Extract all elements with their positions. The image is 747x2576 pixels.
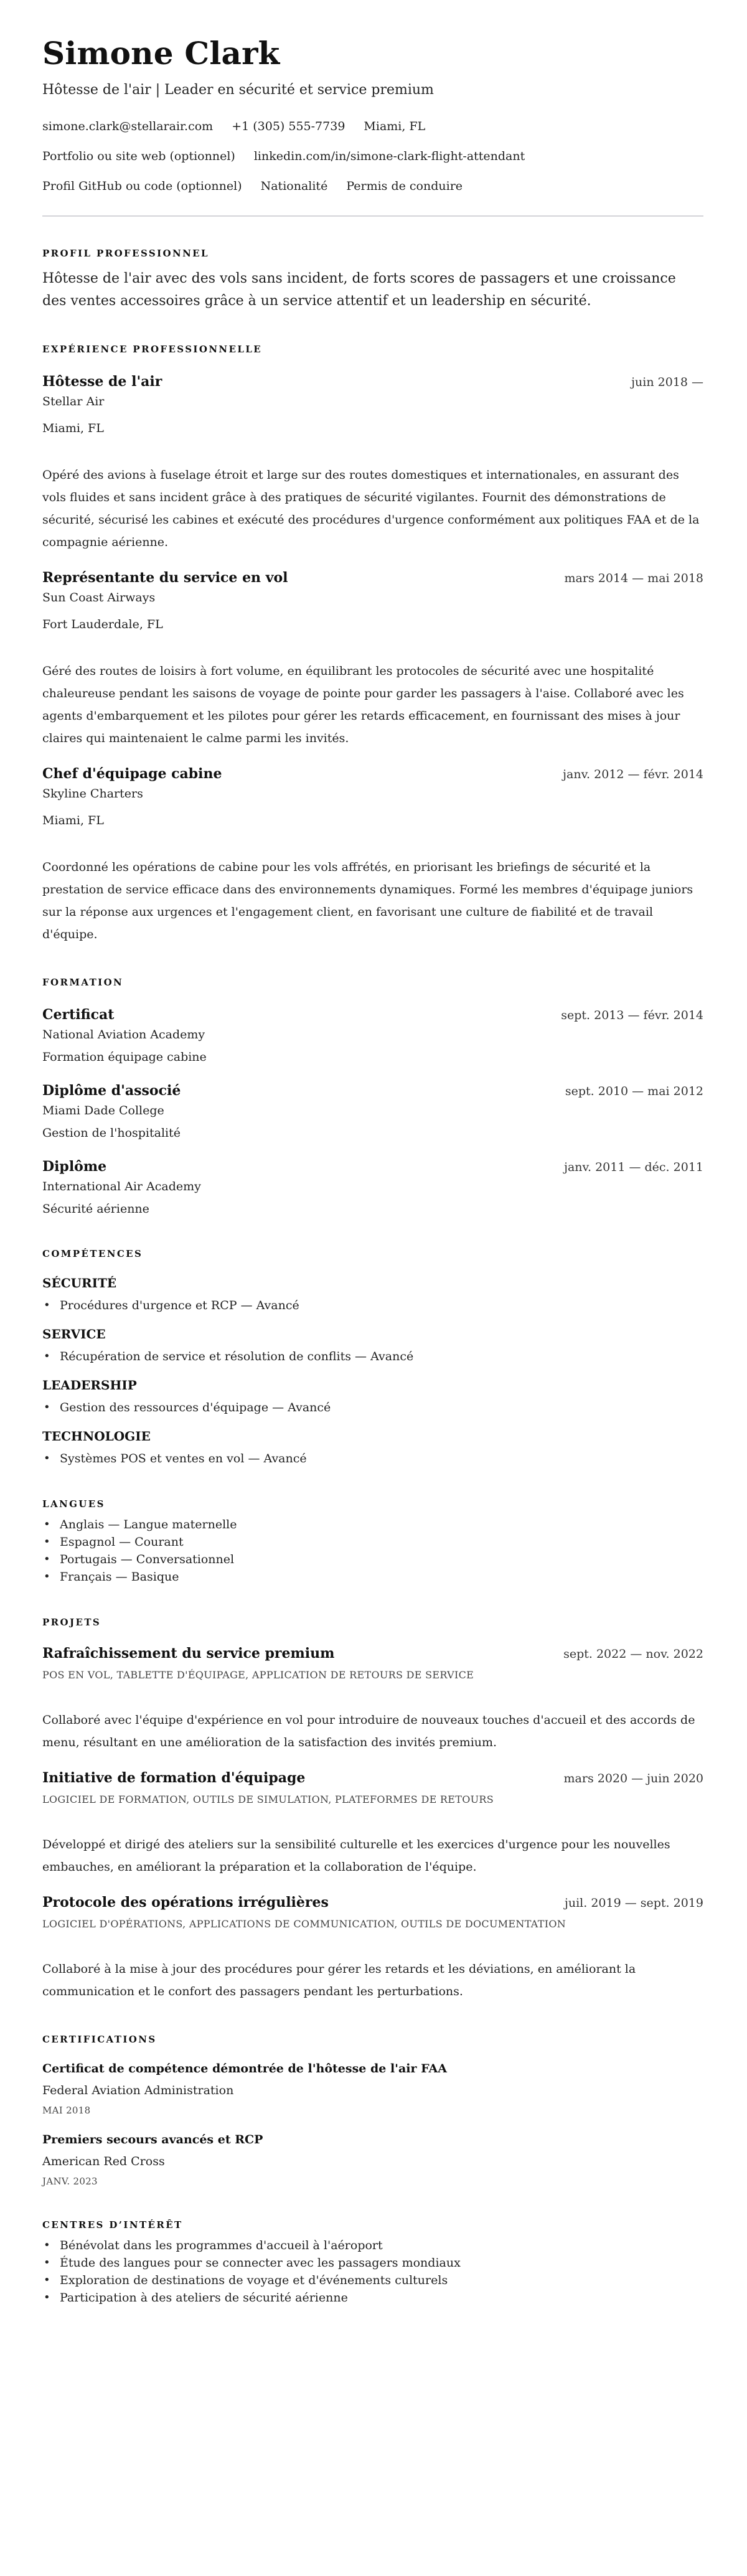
interest-item: • Bénévolat dans les programmes d'accueil à l'aéroport bbox=[42, 2237, 703, 2254]
contact-driving-license: Permis de conduire bbox=[346, 179, 463, 193]
contact-portfolio[interactable]: Portfolio ou site web (optionnel) bbox=[42, 149, 235, 163]
skill-group-title: TECHNOLOGIE bbox=[42, 1429, 151, 1444]
section-languages bbox=[42, 1497, 703, 1586]
job-company: Skyline Charters bbox=[42, 787, 143, 801]
skill-group bbox=[42, 1325, 703, 1365]
contact-row bbox=[42, 148, 703, 164]
job-description: Coordonné les opérations de cabine pour les vols affrétés, en priorisant les briefings de sécurité et la prestation de service efficace dans des environnements dynamiques. Formé les membres d'équipage juniors sur la réponse aux urgences et l'engagement client, en favorisant une culture de fiabilité et de travail d'équipe. bbox=[42, 860, 693, 941]
skill-item: • Systèmes POS et ventes en vol — Avancé bbox=[42, 1450, 703, 1467]
skill-group bbox=[42, 1427, 703, 1467]
skill-item: • Procédures d'urgence et RCP — Avancé bbox=[42, 1297, 703, 1314]
job-dates: janv. 2012 — févr. 2014 bbox=[563, 768, 703, 781]
skill-group bbox=[42, 1274, 703, 1314]
project-item bbox=[42, 1893, 703, 2003]
section-title: PROFIL PROFESSIONNEL bbox=[42, 248, 209, 259]
education-item bbox=[42, 1157, 703, 1217]
certification-item bbox=[42, 2131, 703, 2188]
degree-title: Diplôme d'associé bbox=[42, 1083, 181, 1099]
project-name: Rafraîchissement du service premium bbox=[42, 1645, 335, 1662]
certification-date: JANV. 2023 bbox=[42, 2176, 98, 2187]
section-title: EXPÉRIENCE PROFESSIONNELLE bbox=[42, 344, 263, 355]
project-description: Développé et dirigé des ateliers sur la sensibilité culturelle et les exercices d'urgence pour les nouvelles embauches, en améliorant la préparation et la collaboration de l'équipe. bbox=[42, 1838, 670, 1874]
experience-item bbox=[42, 372, 703, 553]
language-item: • Portugais — Conversationnel bbox=[42, 1551, 703, 1568]
project-dates: juil. 2019 — sept. 2019 bbox=[564, 1896, 703, 1910]
section-title: COMPÉTENCES bbox=[42, 1248, 143, 1259]
field-of-study: Formation équipage cabine bbox=[42, 1050, 207, 1064]
section-certifications bbox=[42, 2033, 703, 2188]
education-item bbox=[42, 1081, 703, 1141]
contact-row bbox=[42, 118, 703, 134]
contact-email[interactable]: simone.clark@stellarair.com bbox=[42, 120, 214, 133]
job-company: Sun Coast Airways bbox=[42, 591, 156, 604]
section-title: CERTIFICATIONS bbox=[42, 2034, 157, 2045]
degree-title: Diplôme bbox=[42, 1159, 107, 1175]
contact-github[interactable]: Profil GitHub ou code (optionnel) bbox=[42, 179, 242, 193]
certification-issuer: American Red Cross bbox=[42, 2155, 165, 2168]
school-name: National Aviation Academy bbox=[42, 1028, 205, 1041]
project-technologies: POS EN VOL, TABLETTE D'ÉQUIPAGE, APPLICATION DE RETOURS DE SERVICE bbox=[42, 1669, 474, 1681]
section-title: LANGUES bbox=[42, 1498, 105, 1510]
project-technologies: LOGICIEL D'OPÉRATIONS, APPLICATIONS DE COMMUNICATION, OUTILS DE DOCUMENTATION bbox=[42, 1918, 566, 1930]
certification-issuer: Federal Aviation Administration bbox=[42, 2084, 234, 2097]
job-title: Représentante du service en vol bbox=[42, 570, 288, 586]
section-profile bbox=[42, 247, 703, 313]
section-title: PROJETS bbox=[42, 1617, 101, 1628]
project-name: Protocole des opérations irrégulières bbox=[42, 1894, 329, 1911]
certification-name: Premiers secours avancés et RCP bbox=[42, 2133, 263, 2146]
language-item: • Anglais — Langue maternelle bbox=[42, 1516, 703, 1533]
project-dates: sept. 2022 — nov. 2022 bbox=[563, 1647, 703, 1661]
interest-item: • Participation à des ateliers de sécurité aérienne bbox=[42, 2289, 703, 2306]
contact-linkedin[interactable]: linkedin.com/in/simone-clark-flight-attendant bbox=[253, 149, 525, 163]
section-skills bbox=[42, 1247, 703, 1467]
field-of-study: Sécurité aérienne bbox=[42, 1202, 149, 1216]
contact-info bbox=[42, 118, 703, 194]
skill-group-title: LEADERSHIP bbox=[42, 1378, 137, 1393]
project-name: Initiative de formation d'équipage bbox=[42, 1770, 306, 1786]
section-title: FORMATION bbox=[42, 977, 124, 988]
skill-group-title: SÉCURITÉ bbox=[42, 1276, 117, 1290]
contact-row bbox=[42, 178, 703, 194]
school-name: Miami Dade College bbox=[42, 1104, 164, 1117]
education-dates: janv. 2011 — déc. 2011 bbox=[564, 1160, 703, 1174]
language-item: • Français — Basique bbox=[42, 1568, 703, 1586]
job-dates: mars 2014 — mai 2018 bbox=[564, 571, 703, 585]
job-company: Stellar Air bbox=[42, 395, 105, 408]
school-name: International Air Academy bbox=[42, 1180, 201, 1193]
job-description: Opéré des avions à fuselage étroit et large sur des routes domestiques et internationales, en assurant des vols fluides et sans incident grâce à des pratiques de sécurité vigilantes. Fournit des démonstrations de sécurité, sécurisé les cabines et exécuté des procédures d'urgence conformément aux politiques FAA et de la compagnie aérienne. bbox=[42, 468, 700, 549]
contact-phone[interactable]: +1 (305) 555-7739 bbox=[232, 120, 345, 133]
language-item: • Espagnol — Courant bbox=[42, 1533, 703, 1551]
section-experience bbox=[42, 342, 703, 946]
project-technologies: LOGICIEL DE FORMATION, OUTILS DE SIMULATION, PLATEFORMES DE RETOURS bbox=[42, 1793, 494, 1805]
contact-nationality: Nationalité bbox=[260, 179, 328, 193]
job-dates: juin 2018 — bbox=[631, 375, 703, 389]
section-interests bbox=[42, 2218, 703, 2306]
experience-item bbox=[42, 568, 703, 750]
certification-name: Certificat de compétence démontrée de l'hôtesse de l'air FAA bbox=[42, 2062, 448, 2075]
education-dates: sept. 2010 — mai 2012 bbox=[565, 1084, 703, 1098]
candidate-headline: Hôtesse de l'air | Leader en sécurité et service premium bbox=[42, 82, 434, 98]
education-dates: sept. 2013 — févr. 2014 bbox=[561, 1008, 703, 1022]
section-projects bbox=[42, 1615, 703, 2003]
skill-group-title: SERVICE bbox=[42, 1327, 106, 1342]
job-title: Chef d'équipage cabine bbox=[42, 766, 222, 782]
project-description: Collaboré à la mise à jour des procédures pour gérer les retards et les déviations, en améliorant la communication et le confort des passagers pendant les perturbations. bbox=[42, 1962, 636, 1998]
resume-header bbox=[42, 35, 703, 217]
job-description: Géré des routes de loisirs à fort volume, en équilibrant les protocoles de sécurité avec une hospitalité chaleureuse pendant les saisons de voyage de pointe pour garder les passagers à l'aise. Collaboré avec les agents d'embarquement et les pilotes pour gérer les retards efficacement, en fournissant des mises à jour claires qui maintenaient le calme parmi les invités. bbox=[42, 664, 684, 745]
project-item bbox=[42, 1644, 703, 1754]
header-divider bbox=[42, 215, 703, 217]
skill-item: • Gestion des ressources d'équipage — Avancé bbox=[42, 1399, 703, 1416]
skill-item: • Récupération de service et résolution de conflits — Avancé bbox=[42, 1348, 703, 1365]
job-location: Miami, FL bbox=[42, 421, 104, 435]
interest-item: • Étude des langues pour se connecter avec les passagers mondiaux bbox=[42, 2254, 703, 2272]
project-description: Collaboré avec l'équipe d'expérience en vol pour introduire de nouveaux touches d'accueil et des accords de menu, résultant en une amélioration de la satisfaction des invités premium. bbox=[42, 1713, 695, 1749]
job-location: Miami, FL bbox=[42, 814, 104, 827]
field-of-study: Gestion de l'hospitalité bbox=[42, 1126, 181, 1140]
education-item bbox=[42, 1005, 703, 1065]
interest-item: • Exploration de destinations de voyage et d'événements culturels bbox=[42, 2272, 703, 2289]
skill-group bbox=[42, 1376, 703, 1416]
job-location: Fort Lauderdale, FL bbox=[42, 618, 163, 631]
candidate-name: Simone Clark bbox=[42, 35, 280, 72]
job-title: Hôtesse de l'air bbox=[42, 374, 162, 390]
project-item bbox=[42, 1769, 703, 1878]
certification-date: MAI 2018 bbox=[42, 2105, 91, 2116]
section-title: CENTRES D’INTÉRÊT bbox=[42, 2219, 183, 2230]
contact-location: Miami, FL bbox=[364, 120, 426, 133]
section-education bbox=[42, 975, 703, 1217]
experience-item bbox=[42, 764, 703, 946]
certification-item bbox=[42, 2060, 703, 2117]
degree-title: Certificat bbox=[42, 1007, 115, 1023]
project-dates: mars 2020 — juin 2020 bbox=[563, 1772, 703, 1785]
profile-summary: Hôtesse de l'air avec des vols sans incident, de forts scores de passagers et une croissance des ventes accessoires grâce à un service attentif et un leadership en sécurité. bbox=[42, 271, 676, 309]
